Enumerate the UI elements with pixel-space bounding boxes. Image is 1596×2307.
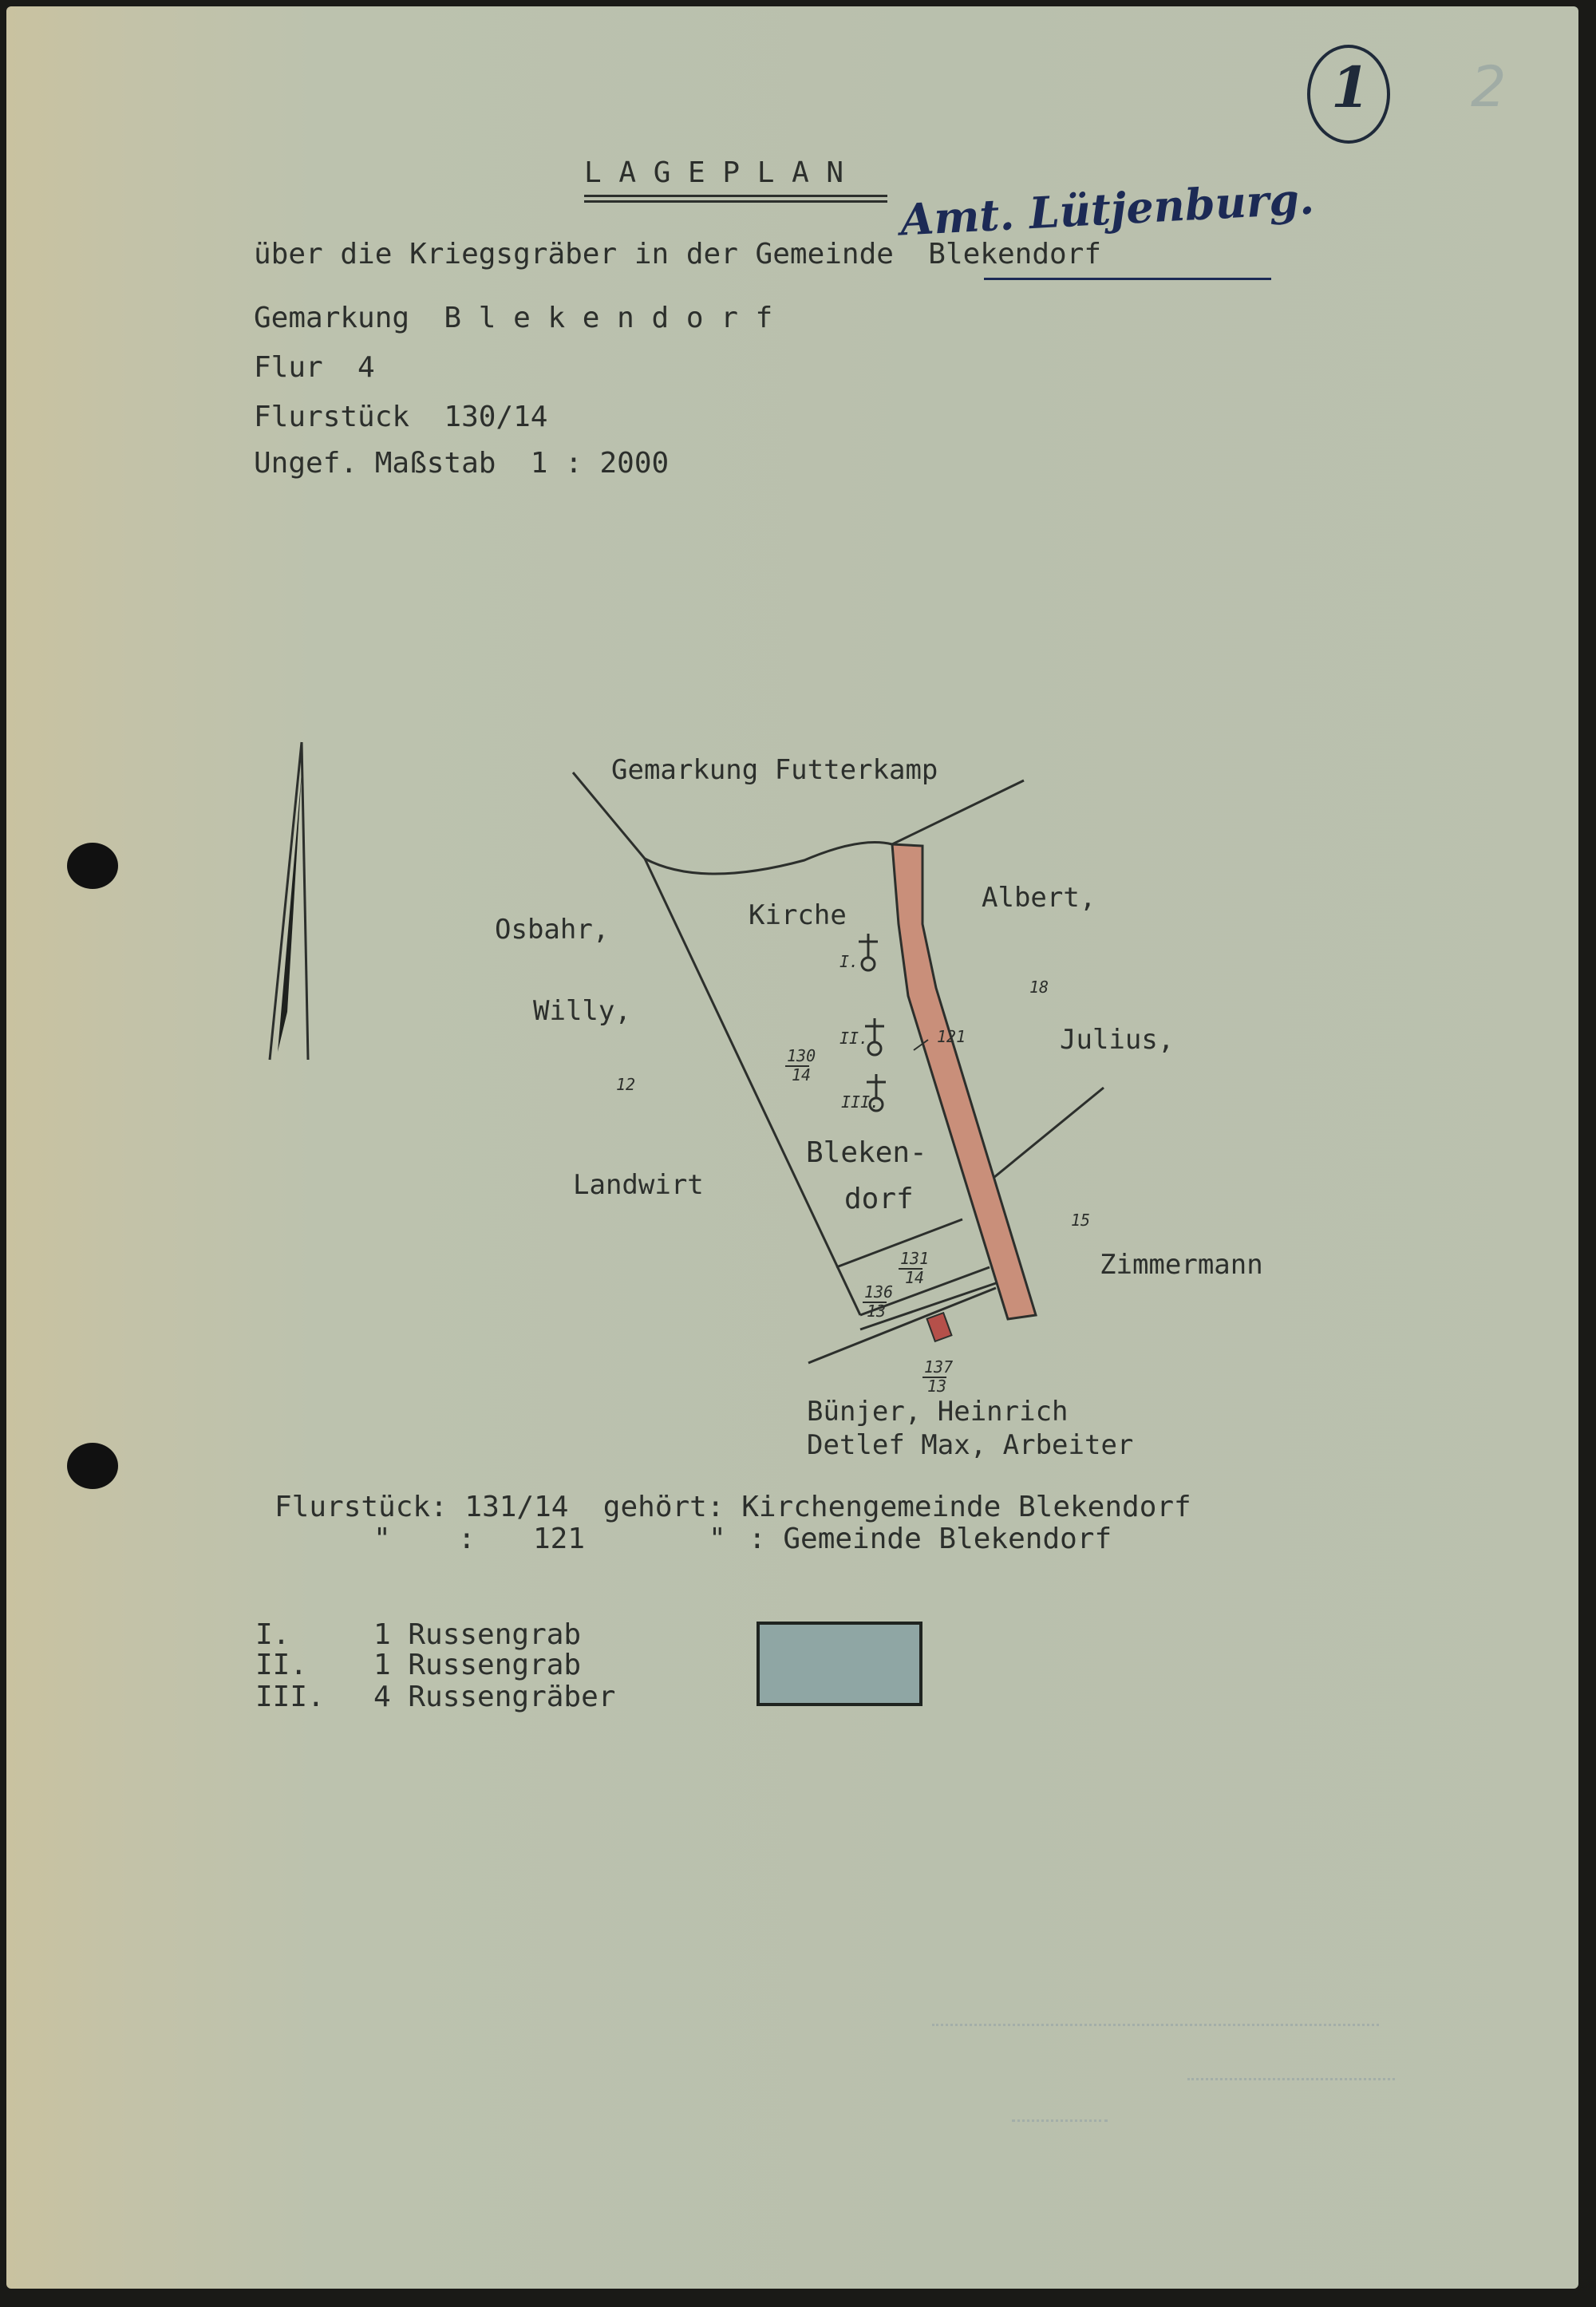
grave-label: III. (841, 1092, 880, 1112)
legend-row-1-num: I. (255, 1618, 290, 1651)
legend-row-2-text: 1 Russengrab (373, 1649, 582, 1681)
pencil-mark (1187, 2064, 1395, 2080)
parcel-number: 130 (787, 1046, 816, 1065)
building-marker (927, 1313, 952, 1341)
gemarkung-line: Gemarkung B l e k e n d o r f (254, 302, 773, 334)
subtitle: über die Kriegsgräber in der Gemeinde Blekendorf (254, 238, 1102, 271)
grave-cross-icon (859, 934, 886, 1111)
legend-swatch (757, 1622, 922, 1706)
ownership-row-2-ditto: " (709, 1523, 726, 1555)
parcel-number: 136 (864, 1282, 894, 1302)
page-number: 1 (1331, 54, 1370, 120)
map-label-owner-2: Detlef Max, Arbeiter (807, 1429, 1134, 1461)
parcel-number: 121 (937, 1027, 966, 1046)
page-number-faint: 2 (1471, 54, 1507, 120)
legend-row-1-text: 1 Russengrab (373, 1618, 582, 1651)
pencil-mark (1012, 2105, 1108, 2122)
map-label-zimmermann: Zimmermann (1100, 1249, 1263, 1281)
flurstueck-line: Flurstück 130/14 (254, 401, 548, 433)
parcel-number: 131 (900, 1249, 930, 1268)
map-label-dorf: dorf (844, 1183, 914, 1215)
ownership-row-2-number: 121 (533, 1523, 586, 1555)
road-parcel-121 (892, 844, 1036, 1319)
map-label-albert: Albert, (982, 882, 1096, 914)
parcel-number: 13 (927, 1377, 947, 1396)
grave-label: I. (839, 952, 859, 971)
boundary-north-east (892, 780, 1024, 844)
ownership-ditto-colon: : (458, 1523, 476, 1555)
parcel-number: 14 (792, 1065, 812, 1084)
ownership-row-1: Flurstück: 131/14 gehört: Kirchengemeinde Blekendorf (275, 1491, 1191, 1523)
north-arrow-icon (270, 742, 308, 1060)
flur-line: Flur 4 (254, 351, 375, 384)
grave-label: II. (839, 1029, 869, 1048)
document-title: L A G E P L A N (584, 156, 844, 189)
map-label-landwirt: Landwirt (573, 1169, 704, 1201)
title-underline (584, 195, 887, 203)
parcel-number: 15 (1071, 1211, 1091, 1230)
parcel-number: 13 (867, 1302, 887, 1321)
amt-handwritten: Amt. Lütjenburg. (899, 172, 1316, 246)
parcel-number: 14 (905, 1268, 925, 1287)
map-label-bleken: Bleken- (806, 1136, 927, 1169)
pencil-mark (932, 2009, 1379, 2026)
map-label-osbahr: Osbahr, (495, 914, 610, 946)
ownership-ditto-quote: " (373, 1523, 391, 1555)
boundary-north (645, 843, 892, 875)
legend-row-2-num: II. (255, 1649, 308, 1681)
scale-line: Ungef. Maßstab 1 : 2000 (254, 447, 670, 480)
map-label-kirche: Kirche (749, 899, 847, 931)
map-label-julius: Julius, (1060, 1024, 1175, 1056)
map-label-owner-1: Bünjer, Heinrich (807, 1396, 1069, 1428)
document-sheet (6, 6, 1578, 2289)
parcel-number: 12 (616, 1075, 636, 1094)
map-label-willy: Willy, (533, 995, 631, 1027)
parcel-number: 137 (924, 1357, 954, 1377)
ownership-row-2-value: : Gemeinde Blekendorf (749, 1523, 1112, 1555)
legend-row-3-num: III. (255, 1681, 325, 1713)
map-label-futterkamp: Gemarkung Futterkamp (611, 754, 938, 786)
parcel-number: 18 (1029, 978, 1049, 997)
subtitle-underline (984, 278, 1271, 280)
legend-row-3-text: 4 Russengräber (373, 1681, 616, 1713)
boundary-south-1 (836, 1219, 962, 1267)
